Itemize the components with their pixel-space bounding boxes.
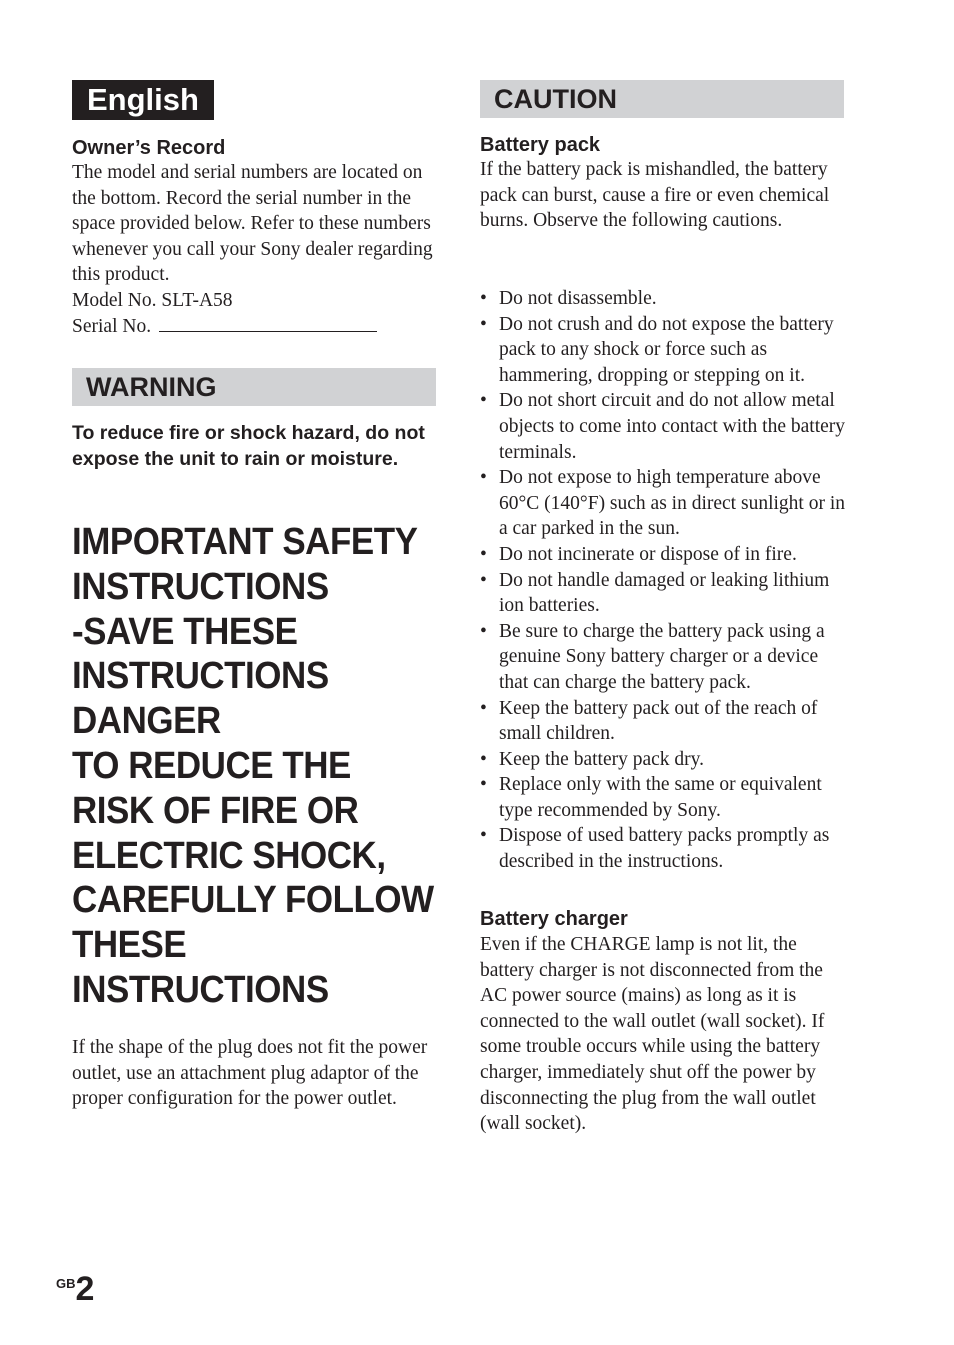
serial-number-blank-line <box>159 315 377 332</box>
warning-heading: WARNING <box>72 368 436 406</box>
region-code: GB <box>56 1276 76 1291</box>
bullet-mark: • <box>480 543 487 565</box>
important-safety-heading <box>72 520 434 1013</box>
list-item-text: Keep the battery pack out of the reach of small children. <box>499 697 818 745</box>
serial-number-row <box>72 314 438 340</box>
list-item-text: Do not expose to high temperature above 60°C (140°F) such as in direct sunlight or in a car parked in the sun. <box>499 467 845 540</box>
battery-pack-intro: If the battery pack is mishandled, the battery pack can burst, cause a fire or even chemical burns. Observe the following cautions. <box>480 159 830 232</box>
bullet-mark: • <box>480 390 487 412</box>
important-line: INSTRUCTIONS <box>72 655 329 698</box>
battery-pack-heading: Battery pack <box>480 134 601 156</box>
list-item <box>480 619 846 696</box>
list-item <box>480 568 846 619</box>
list-item-text: Do not incinerate or dispose of in fire. <box>499 543 797 565</box>
important-line: INSTRUCTIONS <box>72 565 329 608</box>
battery-pack-cautions <box>480 286 846 875</box>
list-item-text: Do not short circuit and do not allow metal objects to come into contact with the battery terminals. <box>499 390 846 463</box>
list-item-text: Do not disassemble. <box>499 288 657 309</box>
list-item <box>480 388 846 465</box>
owners-record-text: The model and serial numbers are located on the bottom. Record the serial number in the space provided below. Refer to these numbers whenever you call your Sony dealer regarding this product. <box>72 162 433 286</box>
bullet-mark: • <box>480 620 487 642</box>
important-line: ELECTRIC SHOCK, <box>72 834 386 877</box>
plug-text: If the shape of the plug does not fit the power outlet, use an attachment plug adaptor of the proper configuration for the power outlet. <box>72 1037 428 1110</box>
bullet-mark: • <box>480 288 487 309</box>
list-item <box>480 312 846 389</box>
bullet-mark: • <box>480 825 487 847</box>
important-line: RISK OF FIRE OR <box>72 789 359 832</box>
bullet-mark: • <box>480 467 487 489</box>
owners-record-heading: Owner’s Record <box>72 137 226 159</box>
list-item-text: Do not handle damaged or leaking lithium ion batteries. <box>499 569 830 617</box>
important-line: -SAVE THESE <box>72 610 298 653</box>
list-item <box>480 747 846 773</box>
important-line: THESE <box>72 924 187 967</box>
caution-heading: CAUTION <box>480 80 844 118</box>
list-item <box>480 696 846 747</box>
warning-text: To reduce fire or shock hazard, do not expose the unit to rain or moisture. <box>72 422 425 470</box>
page-number-value: 2 <box>75 1270 95 1308</box>
list-item-text: Keep the battery pack dry. <box>499 748 705 770</box>
list-item <box>480 542 846 568</box>
language-tab: English <box>72 80 214 120</box>
bullet-mark: • <box>480 774 487 796</box>
important-line: IMPORTANT SAFETY <box>72 521 418 563</box>
list-item <box>480 286 846 312</box>
important-line: CAREFULLY FOLLOW <box>72 879 434 922</box>
list-item-text: Replace only with the same or equivalent type recommended by Sony. <box>499 774 822 821</box>
list-item <box>480 823 846 874</box>
battery-charger-heading: Battery charger <box>480 908 628 930</box>
list-item-text: Be sure to charge the battery pack using a genuine Sony battery charger or a device that can charge the battery pack. <box>499 620 825 693</box>
model-number: Model No. SLT-A58 <box>72 290 233 311</box>
bullet-mark: • <box>480 313 487 335</box>
bullet-mark: • <box>480 569 487 591</box>
bullet-mark: • <box>480 697 487 719</box>
bullet-mark: • <box>480 748 487 770</box>
list-item-text: Do not crush and do not expose the battery pack to any shock or force such as hammering, dropping or stepping on it. <box>499 313 834 386</box>
important-line: INSTRUCTIONS <box>72 968 329 1011</box>
important-line: DANGER <box>72 700 221 743</box>
serial-number-label: Serial No. <box>72 316 152 337</box>
important-line: TO REDUCE THE <box>72 744 351 787</box>
list-item-text: Dispose of used battery packs promptly as described in the instructions. <box>499 825 830 873</box>
battery-charger-text: Even if the CHARGE lamp is not lit, the battery charger is not disconnected from the AC power source (mains) as long as it is connected to the wall outlet (wall socket). If some trouble occurs while using the battery charger, immediately shut off the power by disconnecting the plug from the wall outlet (wall socket). <box>480 934 825 1135</box>
list-item <box>480 772 846 823</box>
list-item <box>480 465 846 542</box>
page-number <box>56 1270 94 1309</box>
